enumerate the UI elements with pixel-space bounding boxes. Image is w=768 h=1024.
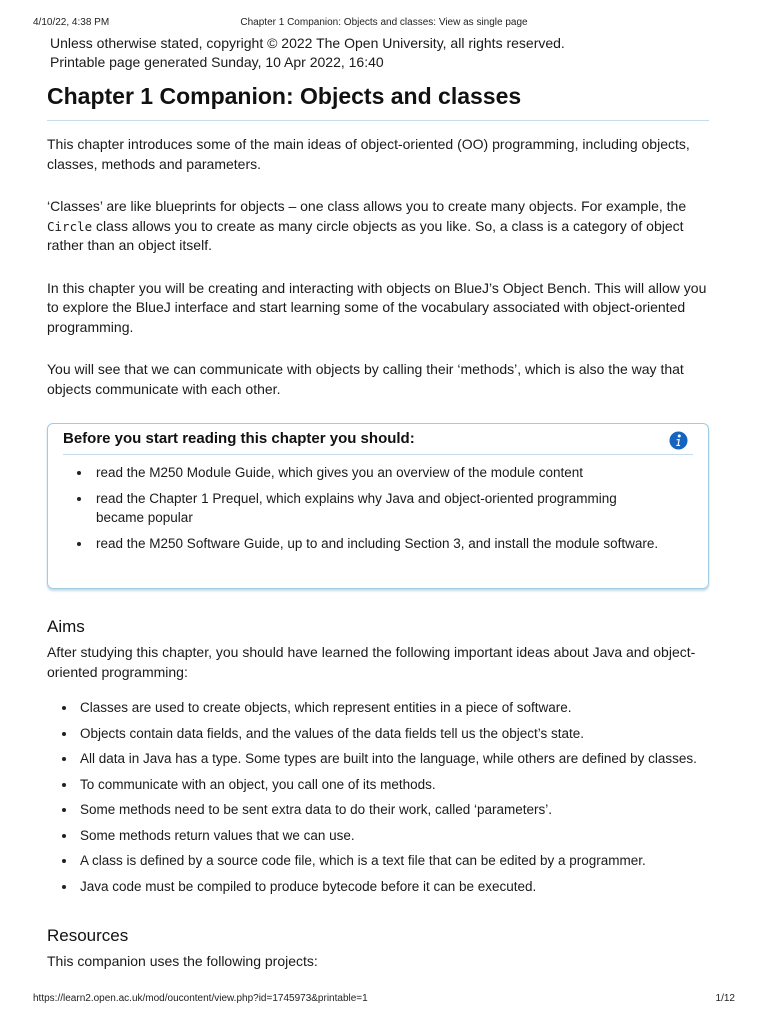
intro-paragraph-4: You will see that we can communicate with objects by calling their ‘methods’, which is also the way that objects communicate with each other. xyxy=(47,361,684,397)
list-item: All data in Java has a type. Some types are built into the language, while others are defined by classes. xyxy=(80,749,709,768)
copyright-notice xyxy=(47,34,709,72)
list-item: read the M250 Module Guide, which gives you an overview of the module content xyxy=(96,463,668,482)
prerequisites-list xyxy=(48,463,708,553)
list-item: read the M250 Software Guide, up to and including Section 3, and install the module software. xyxy=(96,534,668,553)
info-icon xyxy=(669,431,688,450)
intro-paragraph-3: In this chapter you will be creating and interacting with objects on BlueJ’s Object Bench. This will allow you to explore the BlueJ interface and start learning some of the vocabulary associated with object-oriented programming. xyxy=(47,279,707,335)
list-item: Objects contain data fields, and the values of the data fields tell us the object’s state. xyxy=(80,724,709,743)
resources-text: This companion uses the following projects: xyxy=(47,952,318,969)
print-header xyxy=(33,17,735,31)
page-title: Chapter 1 Companion: Objects and classes xyxy=(47,82,709,121)
print-footer xyxy=(33,993,735,1007)
prerequisites-box xyxy=(47,423,709,589)
aims-intro: After studying this chapter, you should have learned the following important ideas about Java and object-oriented programming: xyxy=(47,644,696,680)
circle-class-code: Circle xyxy=(47,218,93,234)
aims-list xyxy=(47,698,709,896)
resources-heading: Resources xyxy=(47,925,129,945)
prerequisites-heading: Before you start reading this chapter you should: xyxy=(63,424,693,455)
list-item: Classes are used to create objects, which represent entities in a piece of software. xyxy=(80,698,709,717)
aims-heading: Aims xyxy=(47,617,85,636)
list-item: A class is defined by a source code file, which is a text file that can be edited by a programmer. xyxy=(80,851,709,870)
main-content xyxy=(47,34,709,971)
intro-paragraph-1: This chapter introduces some of the main ideas of object-oriented (OO) programming, including objects, classes, methods and parameters. xyxy=(47,136,690,172)
list-item: To communicate with an object, you call one of its methods. xyxy=(80,775,709,794)
list-item: read the Chapter 1 Prequel, which explains why Java and object-oriented programming became popular xyxy=(96,489,668,527)
generated-date-line: Printable page generated Sunday, 10 Apr 2022, 16:40 xyxy=(50,54,384,70)
list-item: Some methods return values that we can use. xyxy=(80,826,709,845)
page-number: 1/12 xyxy=(715,993,735,1004)
list-item: Java code must be compiled to produce bytecode before it can be executed. xyxy=(80,877,709,896)
print-page-title: Chapter 1 Companion: Objects and classes: View as single page xyxy=(240,17,528,28)
intro-paragraph-2 xyxy=(47,197,709,256)
print-datetime: 4/10/22, 4:38 PM xyxy=(33,17,110,28)
page-url: https://learn2.open.ac.uk/mod/oucontent/view.php?id=1745973&printable=1 xyxy=(33,993,368,1004)
list-item: Some methods need to be sent extra data to do their work, called ‘parameters’. xyxy=(80,800,709,819)
intro-p2-text-end: class allows you to create as many circle objects as you like. So, a class is a category of object rather than an object itself. xyxy=(47,217,684,253)
copyright-line: Unless otherwise stated, copyright © 2022 The Open University, all rights reserved. xyxy=(50,35,565,51)
intro-p2-text-start: ‘Classes’ are like blueprints for objects – one class allows you to create many objects. For example, the xyxy=(47,198,687,214)
